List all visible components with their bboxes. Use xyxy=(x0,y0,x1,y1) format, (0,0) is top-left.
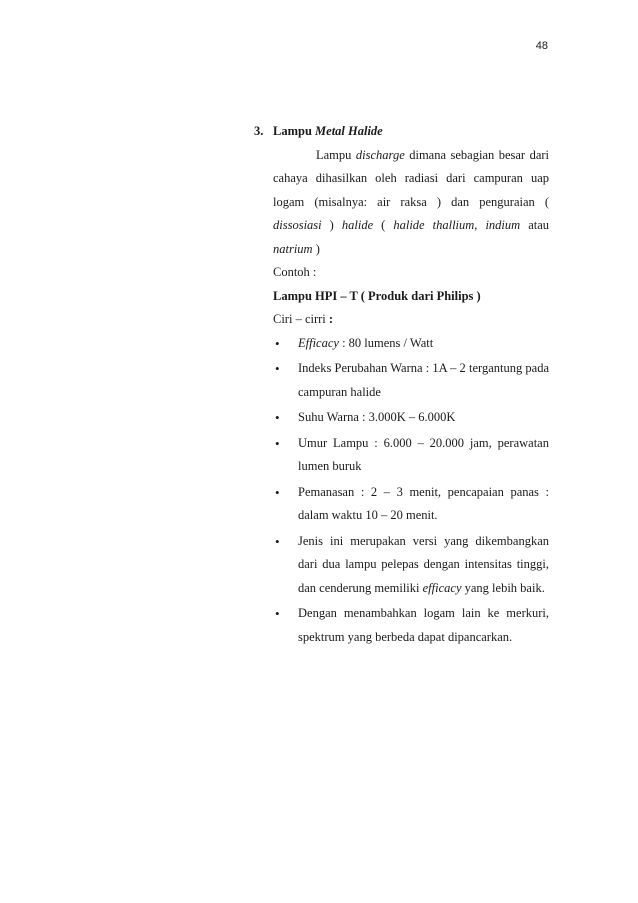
para-text: ( xyxy=(381,218,386,232)
document-body xyxy=(254,120,549,651)
para-italic: halide xyxy=(341,218,374,232)
section-title-plain: Lampu xyxy=(273,124,312,138)
item-text: Pemanasan : 2 – 3 menit, pencapaian panas : dalam waktu 10 – 20 menit. xyxy=(298,484,549,522)
para-italic: natrium xyxy=(273,241,313,256)
para-text: , xyxy=(474,218,478,232)
para-italic: halide thallium xyxy=(393,218,475,232)
list-item xyxy=(273,332,549,356)
feature-list xyxy=(273,332,549,650)
section-heading xyxy=(254,120,549,144)
para-italic: dissosiasi xyxy=(273,218,322,232)
item-text: Jenis ini merupakan versi yang dikembangkan dari dua lampu pelepas dengan intensitas tinggi, dan cenderung memiliki xyxy=(298,533,549,595)
section-number: 3. xyxy=(254,124,264,138)
example-label: Contoh : xyxy=(273,265,317,279)
item-italic: Efficacy xyxy=(298,335,339,350)
item-text: : 80 lumens / Watt xyxy=(342,335,434,350)
page-number: 48 xyxy=(535,40,548,52)
list-item xyxy=(273,406,549,430)
features-colon: : xyxy=(328,312,334,326)
item-text: Umur Lampu : 6.000 – 20.000 jam, perawatan lumen buruk xyxy=(298,435,549,473)
list-item xyxy=(273,432,549,479)
para-text: ) xyxy=(329,218,334,232)
features-label: Ciri – cirri xyxy=(273,312,326,326)
item-text: Indeks Perubahan Warna : 1A – 2 tergantung pada campuran halide xyxy=(298,361,549,399)
section-title-italic: Metal Halide xyxy=(315,124,383,138)
list-item xyxy=(273,481,549,528)
para-italic: discharge xyxy=(355,147,405,162)
item-text: Dengan menambahkan logam lain ke merkuri, spektrum yang berbeda dapat dipancarkan. xyxy=(298,606,549,644)
features-label-line xyxy=(273,308,549,332)
item-text: yang lebih baik. xyxy=(464,580,545,595)
list-item xyxy=(273,602,549,649)
list-item xyxy=(273,357,549,404)
item-italic: efficacy xyxy=(422,580,462,595)
definition-paragraph xyxy=(273,144,549,262)
para-text: ) xyxy=(315,241,320,256)
para-text: Lampu xyxy=(316,147,352,162)
para-text: atau xyxy=(528,218,550,232)
para-italic: indium xyxy=(485,218,521,232)
para-text: dimana sebagian besar dari cahaya dihasilkan oleh radiasi dari campuran uap logam (misalnya: air raksa ) dan penguraian ( xyxy=(273,147,549,209)
item-text: Suhu Warna : 3.000K – 6.000K xyxy=(298,410,456,424)
example-title: Lampu HPI – T ( Produk dari Philips ) xyxy=(273,288,481,303)
list-item xyxy=(273,530,549,601)
